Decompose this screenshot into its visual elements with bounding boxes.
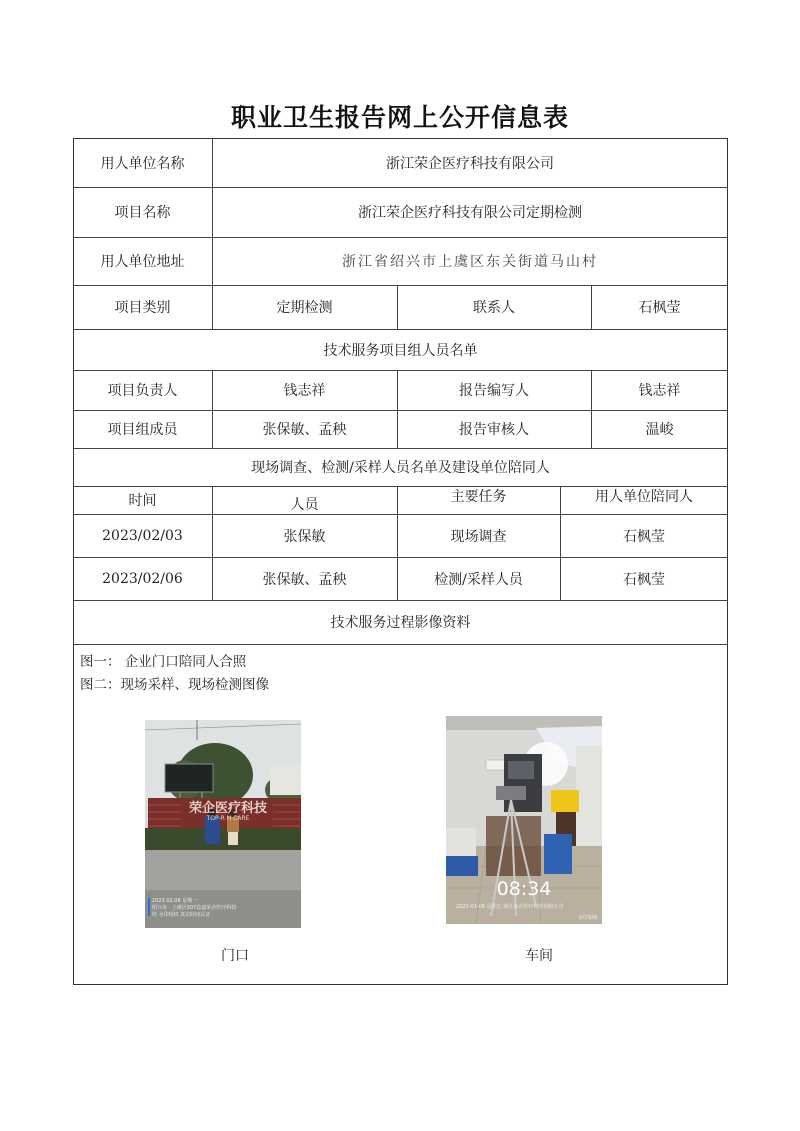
- project-name-label: 项目名称: [114, 205, 171, 221]
- table-row-date: 2023/02/06: [102, 570, 183, 587]
- watermark-date: 2023.02.06 星期一: [152, 898, 198, 904]
- employer-name-value: 浙江荣企医疗科技有限公司: [386, 155, 554, 172]
- gate-photo-illustration: [145, 720, 301, 928]
- column-header-date: 时间: [128, 493, 157, 509]
- table-row-staff: 张保敏: [283, 528, 326, 545]
- employer-name-label: 用人单位名称: [100, 155, 185, 172]
- employer-address-value: 浙江省绍兴市上虞区东关街道马山村: [342, 254, 598, 270]
- table-row-date: 2023/02/03: [102, 527, 183, 544]
- column-header-escort: 用人单位陪同人: [595, 489, 693, 505]
- column-header-task: 主要任务: [450, 489, 507, 505]
- project-name-value: 浙江荣企医疗科技有限公司定期检测: [358, 205, 582, 221]
- employer-address-label: 用人单位地址: [100, 254, 185, 270]
- members-label: 项目组成员: [107, 422, 178, 438]
- table-row-task: 检测/采样人员: [434, 571, 523, 588]
- figure-note-1: 图一： 企业门口陪同人合照: [80, 654, 247, 670]
- sign-subtext: TOP-R H CARE: [206, 815, 250, 822]
- gate-photo-caption: 门口: [221, 948, 249, 964]
- writer-label: 报告编写人: [459, 383, 529, 399]
- sign-text: 荣企医疗科技: [188, 801, 267, 816]
- reviewer-label: 报告审核人: [459, 422, 529, 438]
- project-type-label: 项目类别: [114, 300, 171, 316]
- workshop-photo: [446, 716, 602, 924]
- contact-value: 石枫莹: [638, 300, 681, 316]
- members-value: 张保敏、孟秧: [262, 422, 347, 438]
- table-row-escort: 石枫莹: [623, 528, 665, 545]
- workshop-photo-caption: 车间: [525, 948, 553, 964]
- photo-watermark: 2023-01-06 星期五 浙江荣企医疗科技有限公司: [456, 904, 564, 910]
- row-divider: [73, 644, 728, 645]
- team-section-title: 技术服务项目组人员名单: [323, 342, 478, 359]
- leader-label: 项目负责人: [107, 383, 178, 399]
- table-row-task: 现场调查: [450, 528, 507, 545]
- photo-time: 08:34: [496, 878, 552, 900]
- table-row-staff: 张保敏、孟秧: [262, 571, 347, 588]
- field-work-section-title: 现场调查、检测/采样人员名单及建设单位陪同人: [251, 460, 550, 476]
- reviewer-value: 温峻: [645, 422, 674, 438]
- leader-value: 钱志祥: [283, 383, 326, 399]
- photo-watermark: [152, 898, 236, 919]
- camera-app-label: 水印相机: [577, 915, 598, 921]
- document-title: 职业卫生报告网上公开信息表: [230, 103, 569, 132]
- project-type-value: 定期检测: [276, 300, 333, 316]
- table-row-escort: 石枫莹: [623, 571, 665, 588]
- watermark-location: 绍兴市 · 上虞区S07县道荣企医疗科技: [152, 905, 237, 911]
- images-section-title: 技术服务过程影像资料: [330, 615, 471, 631]
- writer-value: 钱志祥: [638, 383, 681, 399]
- gate-photo: [145, 720, 301, 928]
- contact-label: 联系人: [473, 300, 515, 316]
- column-header-staff: 人员: [290, 497, 319, 513]
- watermark-cert: 经 水印相机 真实时间认证: [152, 912, 211, 918]
- figure-note-2: 图二：现场采样、现场检测图像: [80, 677, 269, 693]
